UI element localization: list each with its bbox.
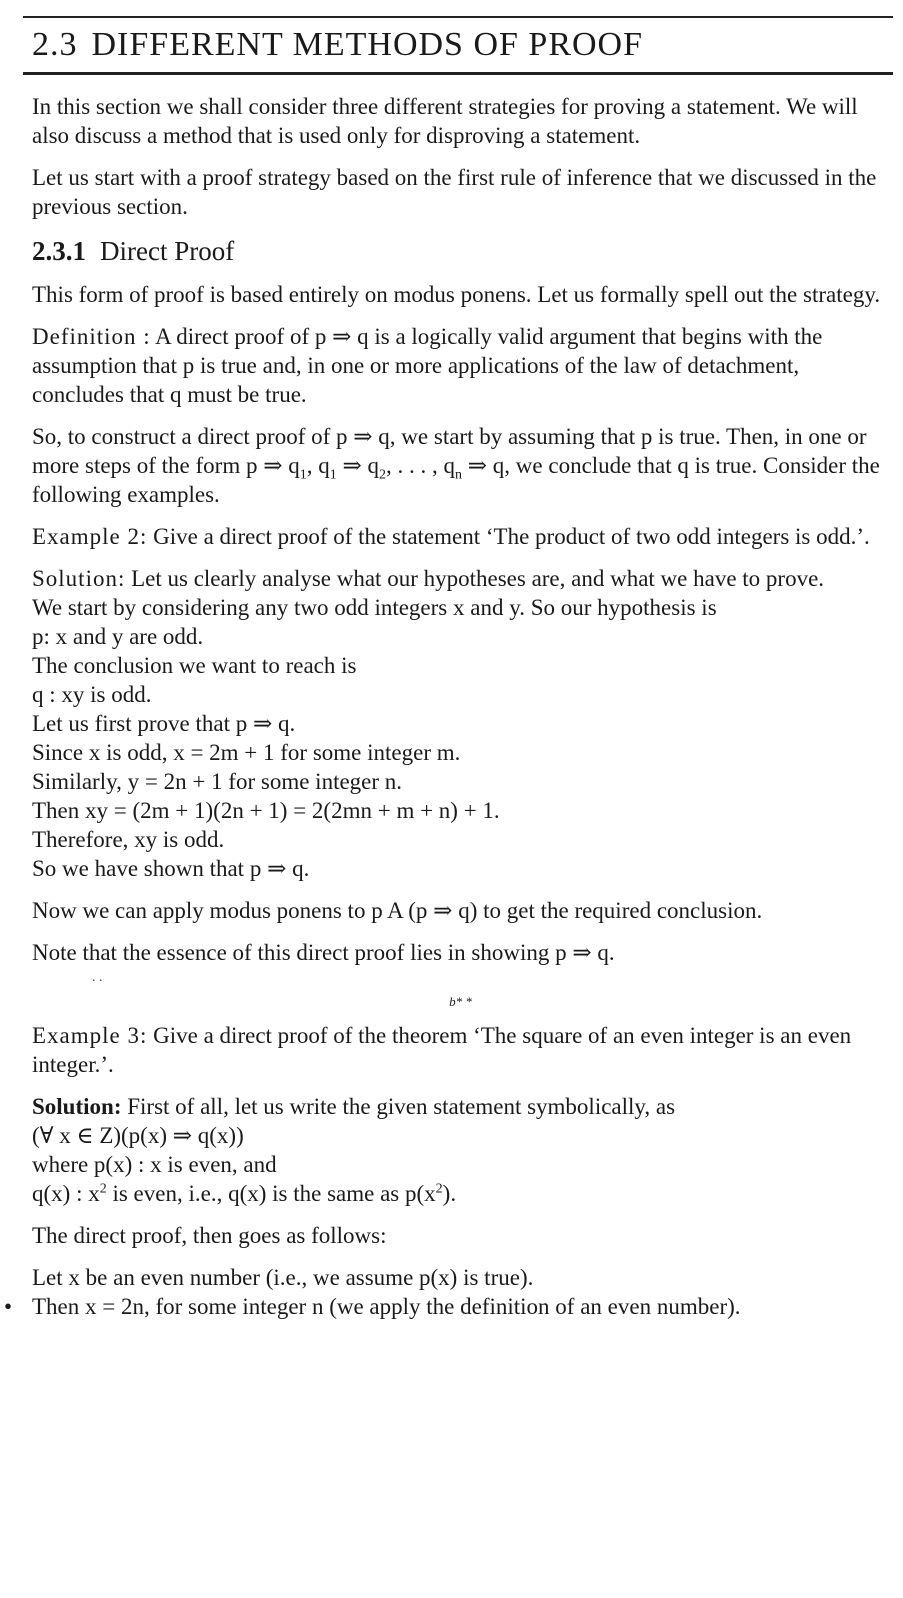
- direct-proof-paragraph: This form of proof is based entirely on modus ponens. Let us formally spell out the strategy.: [32, 282, 881, 307]
- subscript-1: 1: [299, 467, 307, 483]
- definition-label: Definition :: [32, 324, 151, 349]
- q-definition-line: [32, 1179, 889, 1208]
- proof-line: [4, 1292, 889, 1321]
- page-body: [4, 92, 889, 1321]
- example-3-solution: [32, 1092, 889, 1121]
- solution-line: p: x and y are odd.: [32, 624, 204, 649]
- solution-line: Then xy = (2m + 1)(2n + 1) = 2(2mn + m + n) + 1.: [32, 798, 500, 823]
- example-2-solution-line-1: [32, 564, 889, 593]
- example-3-solution-text: First of all, let us write the given statement symbolically, as: [127, 1094, 676, 1119]
- section-number: 2.3: [32, 26, 78, 63]
- solution-line: We start by considering any two odd integers x and y. So our hypothesis is: [32, 595, 717, 620]
- subsection-number: 2.3.1: [32, 236, 86, 266]
- superscript-2: 2: [99, 1181, 107, 1197]
- section-heading: [32, 26, 643, 64]
- solution-line: Therefore, xy is odd.: [32, 827, 225, 852]
- construction-paragraph: [32, 422, 889, 509]
- definition-paragraph: [32, 322, 889, 409]
- solution-line: So we have shown that p ⇒ q.: [32, 856, 310, 881]
- superscript-2b: 2: [435, 1181, 443, 1197]
- example-3-statement: [32, 1021, 889, 1079]
- intro-paragraph-2: Let us start with a proof strategy based on the first rule of inference that we discussed in the previous section.: [32, 165, 877, 219]
- construction-text-d: , . . . , q: [386, 453, 456, 478]
- example-3-text: Give a direct proof of the theorem ‘The square of an even integer is an even integer.’.: [32, 1023, 852, 1077]
- heading-underline: [23, 72, 893, 75]
- example-2-text: Give a direct proof of the statement ‘The product of two odd integers is odd.’.: [153, 524, 870, 549]
- bullet-mark: •: [4, 1294, 13, 1319]
- example-3-label: Example 3:: [32, 1023, 148, 1048]
- construction-text-b: , q: [306, 453, 330, 478]
- q-text-b: is even, i.e., q(x) is the same as p(x: [106, 1181, 436, 1206]
- symbolic-formula: (∀ x ∈ Z)(p(x) ⇒ q(x)): [32, 1123, 244, 1148]
- solution-line: The conclusion we want to reach is: [32, 653, 357, 678]
- subscript-2: 1: [329, 467, 337, 483]
- q-text-a: q(x) : x: [32, 1181, 100, 1206]
- stray-dots: . .: [92, 970, 103, 985]
- subscript-3: 2: [379, 467, 387, 483]
- proof-line-text: Then x = 2n, for some integer n (we apply the definition of an even number).: [32, 1294, 741, 1319]
- proof-intro: The direct proof, then goes as follows:: [32, 1223, 387, 1248]
- subsection-title: Direct Proof: [100, 236, 235, 266]
- example-3-solution-label: Solution:: [32, 1094, 122, 1119]
- construction-text-a: So, to construct a direct proof of p ⇒ q, we start by assuming that p is true. Then, in one or more steps of the form p ⇒ q: [32, 424, 867, 478]
- stray-mark: b* *: [449, 994, 472, 1009]
- solution-line: Let us first prove that p ⇒ q.: [32, 711, 296, 736]
- example-2-statement: [32, 522, 889, 551]
- note-paragraph: Note that the essence of this direct proof lies in showing p ⇒ q.: [32, 940, 615, 965]
- intro-paragraph-1: In this section we shall consider three different strategies for proving a statement. We will also discuss a method that is used only for disproving a statement.: [32, 94, 858, 148]
- solution-label: Solution:: [32, 566, 126, 591]
- subsection-heading: [32, 235, 889, 267]
- solution-line: Since x is odd, x = 2m + 1 for some integer m.: [32, 740, 461, 765]
- top-rule: [23, 16, 893, 18]
- solution-line: q : xy is odd.: [32, 682, 152, 707]
- definition-text: A direct proof of p ⇒ q is a logically valid argument that begins with the assumption that p is true and, in one or more applications of the law of detachment, concludes that q must be true.: [32, 324, 823, 407]
- solution-line: Let us clearly analyse what our hypotheses are, and what we have to prove.: [131, 566, 825, 591]
- proof-line: Let x be an even number (i.e., we assume p(x) is true).: [32, 1265, 534, 1290]
- modus-ponens-paragraph: Now we can apply modus ponens to p A (p ⇒ q) to get the required conclusion.: [32, 898, 763, 923]
- section-title-text: DIFFERENT METHODS OF PROOF: [91, 26, 644, 63]
- solution-line: Similarly, y = 2n + 1 for some integer n.: [32, 769, 403, 794]
- where-line: where p(x) : x is even, and: [32, 1152, 277, 1177]
- construction-text-c: ⇒ q: [336, 453, 380, 478]
- subscript-n: n: [455, 467, 463, 483]
- construction-text-e: ⇒ q, we conclude that q is true. Consider the following examples.: [32, 453, 880, 507]
- q-text-c: ).: [442, 1181, 457, 1206]
- example-2-label: Example 2:: [32, 524, 148, 549]
